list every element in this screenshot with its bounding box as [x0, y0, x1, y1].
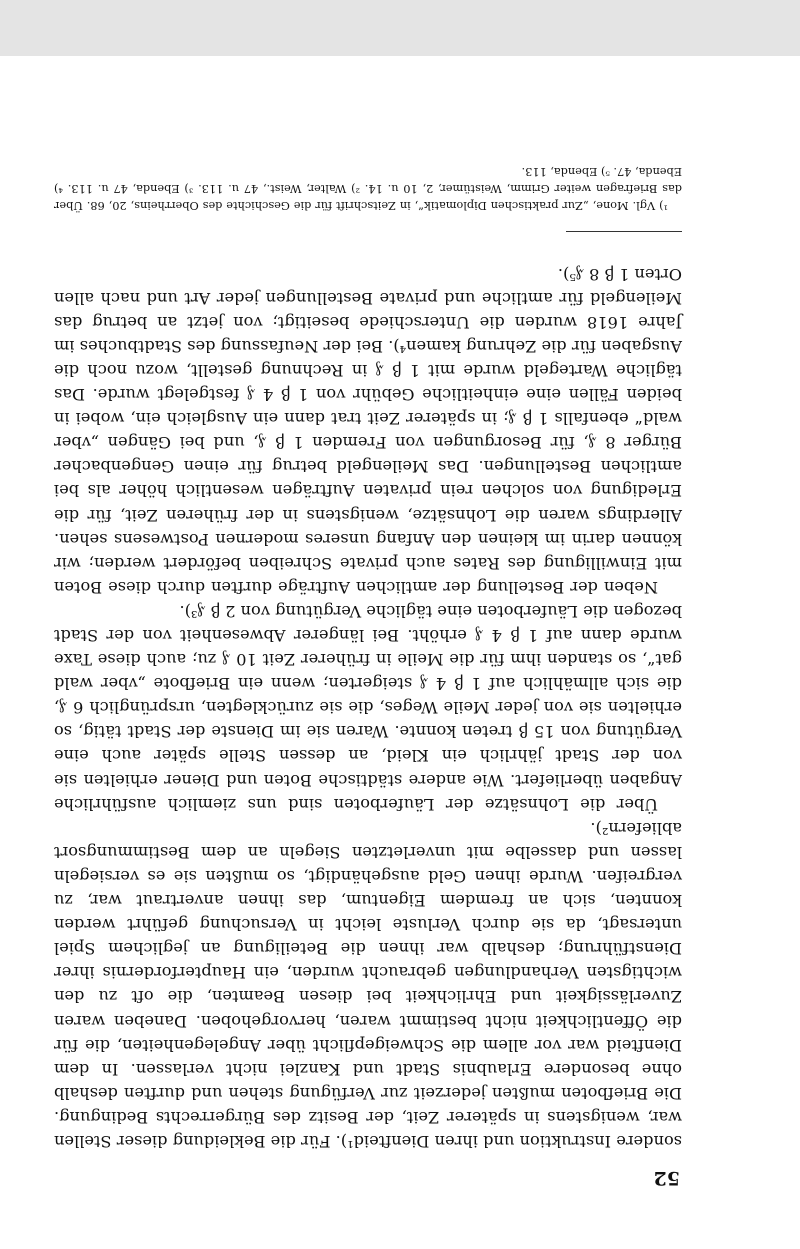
footnotes	[54, 163, 682, 214]
page-number: 52	[653, 1167, 680, 1189]
book-page	[0, 56, 800, 1249]
paragraph: Neben der Bestellung der amtlichen Aufträge durften durch diese Boten mit Einwilligung des Rates auch private Schreiben befördert werden; wir können darin im kleinen den Anfang unseres modernen Postwesens sehen. Allerdings waren die Lohnsätze, wenigstens in der früheren Zeit, für die Erledigung von solchen rein privaten Aufträgen wesentlich höher als bei amtlichen Bestellungen. Das Meilengeld betrug für einen Gengenbacher Bürger 8 ₰, für Besorgungen von Fremden 1 β ₰, und bei Gängen „vber wald“ ebenfalls 1 β ₰; in späterer Zeit trat dann ein Ausgleich ein, wobei in beiden Fällen eine einheitliche Gebühr von 1 β 4 ₰ festgelegt wurde. Das tägliche Wartegeld wurde mit 1 β ₰ in Rechnung gestellt, wozu noch die Ausgaben für die Zehrung kamen⁴). Bei der Neufassung des Stadtbuches im Jahre 1618 wurden die Unterschiede beseitigt; von jetzt an betrug das Meilengeld für amtliche und private Bestellungen jeder Art und nach allen Orten 1 β 8 ₰⁵).	[54, 264, 682, 597]
body-text	[54, 262, 682, 1153]
viewer-header	[0, 0, 800, 56]
footnote-divider	[566, 231, 682, 232]
footnote: ¹) Vgl. Mone, „Zur praktischen Diplomatik“, in Zeitschrift für die Geschichte des Oberrheins, 20, 68. Über das Briefragen weiter Grimm, Weistümer, 2, 10 u. 14. ²) Walter, Weist., 47 u. 113. ³) Ebenda, 47 u. 113. ⁴) Ebenda, 47. ⁵) Ebenda, 113.	[54, 165, 682, 212]
paragraph: sondere Instruktion und ihren Dienfteid¹). Für die Bekleidung dieser Stellen war, wenigstens in späterer Zeit, der Besitz des Bürgerrechts Bedingung. Die Briefboten mußten jederzeit zur Verfügung stehen und durften deshalb ohne besondere Erlaubnis Stadt und Kanzlei nicht verlassen. In dem Dienfteid war vor allem die Schweigepflicht über Angelegenheiten, die für die Öffentlichkeit nicht bestimmt waren, hervorgehoben. Daneben waren Zuverlässigkeit und Ehrlichkeit bei diesen Beamten, die oft zu den wichtigsten Verhandlungen gebraucht wurden, ein Haupterfordernis ihrer Dienstführung; deshalb war ihnen die Beteiligung an jeglichem Spiel untersagt, da sie durch Verluste leicht in Versuchung geführt werden konnten, sich an fremdem Eigentum, das ihnen anvertraut war, zu vergreifen. Wurde ihnen Geld ausgehändigt, so mußten sie es versiegeln lassen und dasselbe mit unverletzten Siegeln an dem Bestimmungsort abliefern²).	[54, 818, 682, 1151]
paragraph: Über die Lohnsätze der Läuferboten sind uns ziemlich ausführliche Angaben überliefert. Wie andere städtische Boten und Diener erhielten sie von der Stadt jährlich ein Kleid, an dessen Stelle später auch eine Vergütung von 15 β treten konnte. Waren sie im Dienste der Stadt tätig, so erhielten sie von jeder Meile Weges, die sie zurücklegten, ursprünglich 6 ₰, die sich allmählich auf 1 β 4 ₰ steigerten; wenn ein Briefbote „vber wald gat“, so standen ihm für die Meile in früherer Zeit 10 ₰ zu; auch diese Taxe wurde dann auf 1 β 4 ₰ erhöht. Bei längerer Abwesenheit von der Stadt bezogen die Läuferboten eine tägliche Vergütung von 2 β ₰³).	[54, 601, 682, 814]
